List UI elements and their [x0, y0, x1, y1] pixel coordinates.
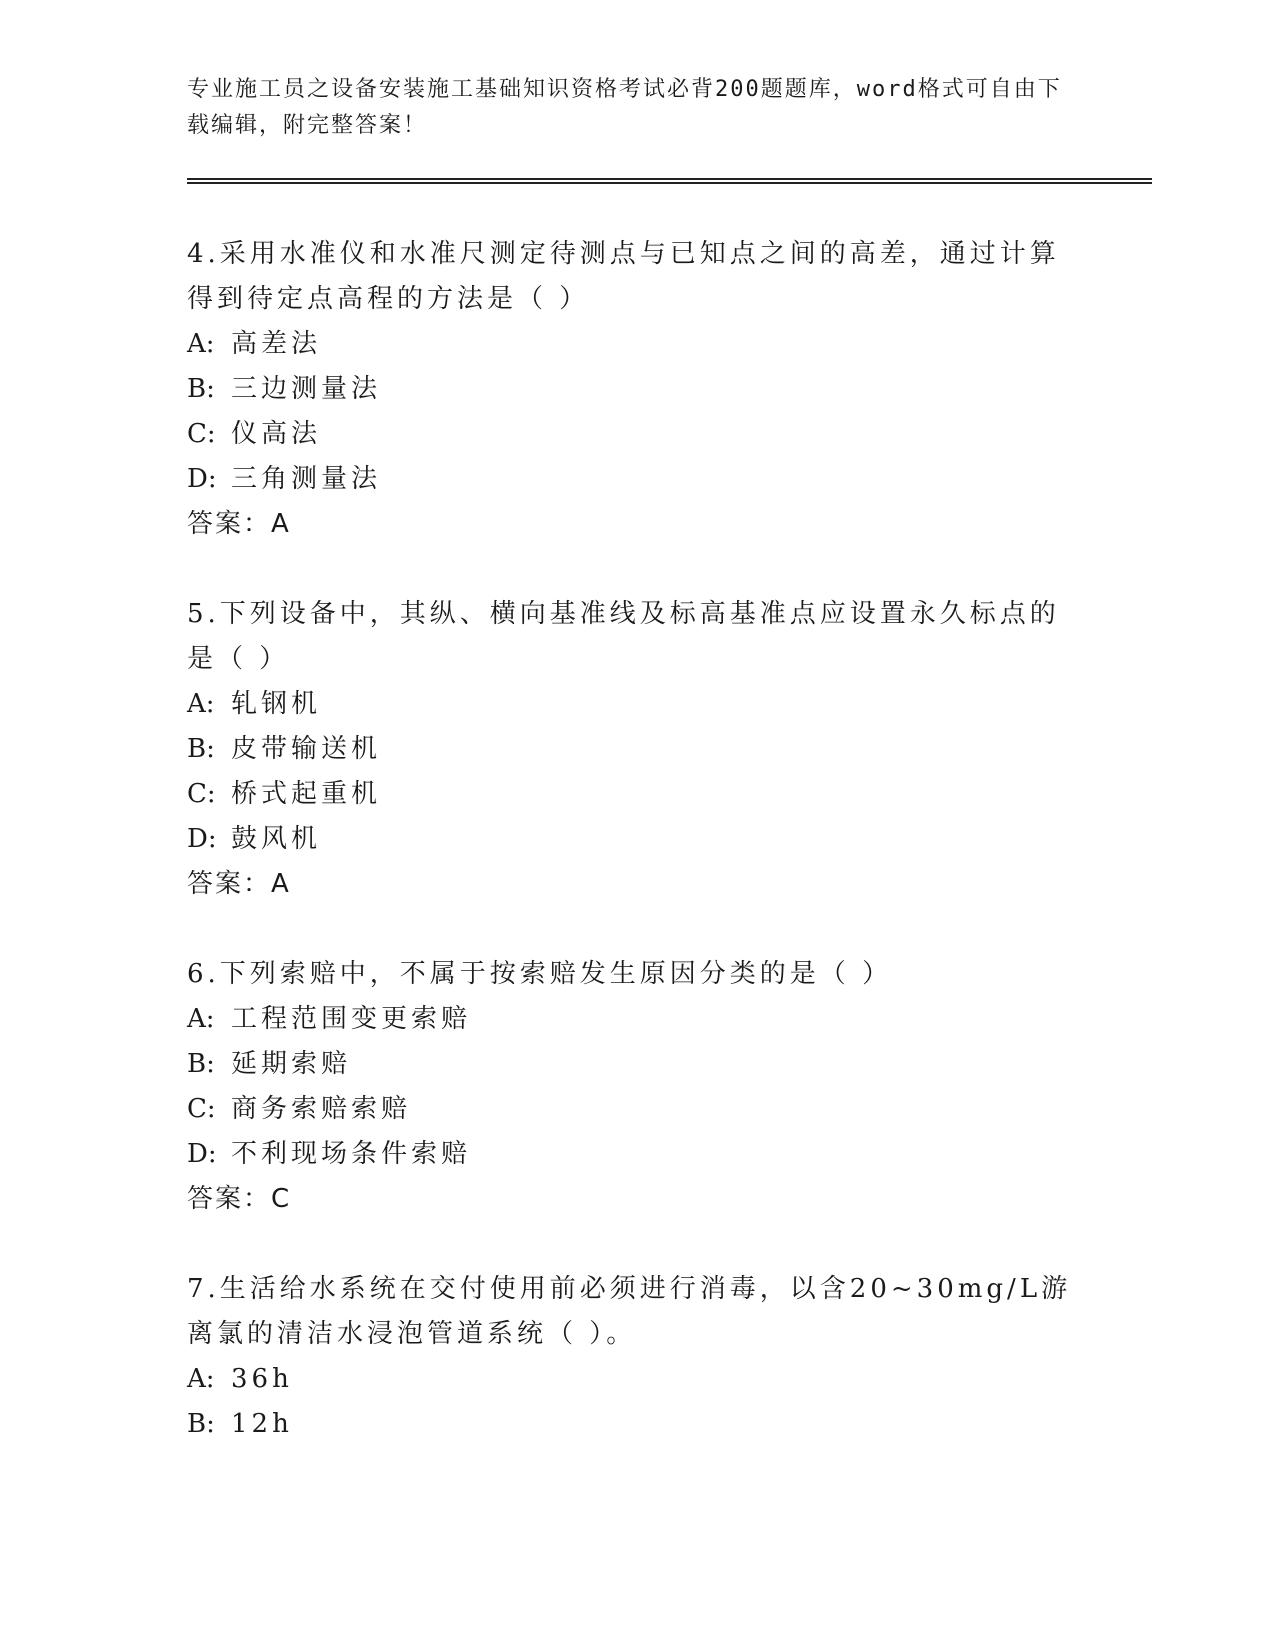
question-stem: 4.采用水准仪和水准尺测定待测点与已知点之间的高差，通过计算得到待定点高程的方法是（ ）: [187, 239, 1060, 314]
option-text: 桥式起重机: [231, 779, 382, 809]
document-header: 专业施工员之设备安装施工基础知识资格考试必背200题题库，word格式可自由下载编辑，附完整答案！: [187, 77, 1062, 138]
answer-line: 答案：A: [187, 869, 291, 899]
option-letter: D:: [187, 1139, 217, 1169]
question-stem: 6.下列索赔中，不属于按索赔发生原因分类的是（ ）: [187, 959, 893, 989]
option-b: [187, 1042, 1087, 1087]
option-text: 工程范围变更索赔: [231, 1004, 472, 1034]
option-c: [187, 412, 1087, 457]
option-letter: B:: [187, 734, 215, 764]
option-text: 延期索赔: [231, 1049, 352, 1079]
question-stem: 7.生活给水系统在交付使用前必须进行消毒，以含20~30mg/L游离氯的清洁水浸泡管道系统（ ）。: [187, 1274, 1072, 1349]
option-d: [187, 1132, 1087, 1177]
question-4: [187, 232, 1087, 547]
option-letter: C:: [187, 419, 216, 449]
option-text: 皮带输送机: [231, 734, 382, 764]
question-list: [187, 232, 1087, 1492]
option-letter: D:: [187, 464, 217, 494]
option-text: 三角测量法: [231, 464, 382, 494]
option-text: 三边测量法: [231, 374, 382, 404]
option-text: 鼓风机: [231, 824, 322, 854]
option-text: 不利现场条件索赔: [231, 1139, 472, 1169]
option-letter: B:: [187, 1409, 215, 1439]
question-5: [187, 592, 1087, 907]
header-divider: [187, 178, 1152, 184]
option-text: 仪高法: [231, 419, 322, 449]
option-a: [187, 997, 1087, 1042]
option-d: [187, 457, 1087, 502]
option-letter: B:: [187, 1049, 215, 1079]
option-letter: D:: [187, 824, 217, 854]
answer-line: 答案：C: [187, 1184, 292, 1214]
option-b: [187, 367, 1087, 412]
option-letter: B:: [187, 374, 215, 404]
option-a: [187, 682, 1087, 727]
answer-line: 答案：A: [187, 509, 291, 539]
option-text: 商务索赔索赔: [231, 1094, 412, 1124]
option-letter: C:: [187, 1094, 216, 1124]
option-text: 36h: [231, 1364, 293, 1394]
option-b: [187, 1402, 1087, 1447]
option-text: 12h: [231, 1409, 293, 1439]
option-c: [187, 772, 1087, 817]
option-c: [187, 1087, 1087, 1132]
option-letter: A:: [187, 689, 215, 719]
question-stem: 5.下列设备中，其纵、横向基准线及标高基准点应设置永久标点的是（ ）: [187, 599, 1060, 674]
option-text: 轧钢机: [231, 689, 322, 719]
option-letter: A:: [187, 1004, 215, 1034]
option-text: 高差法: [231, 329, 322, 359]
option-letter: A:: [187, 1364, 215, 1394]
option-a: [187, 322, 1087, 367]
option-letter: A:: [187, 329, 215, 359]
option-b: [187, 727, 1087, 772]
option-letter: C:: [187, 779, 216, 809]
question-7: [187, 1267, 1087, 1447]
question-6: [187, 952, 1087, 1222]
option-d: [187, 817, 1087, 862]
option-a: [187, 1357, 1087, 1402]
